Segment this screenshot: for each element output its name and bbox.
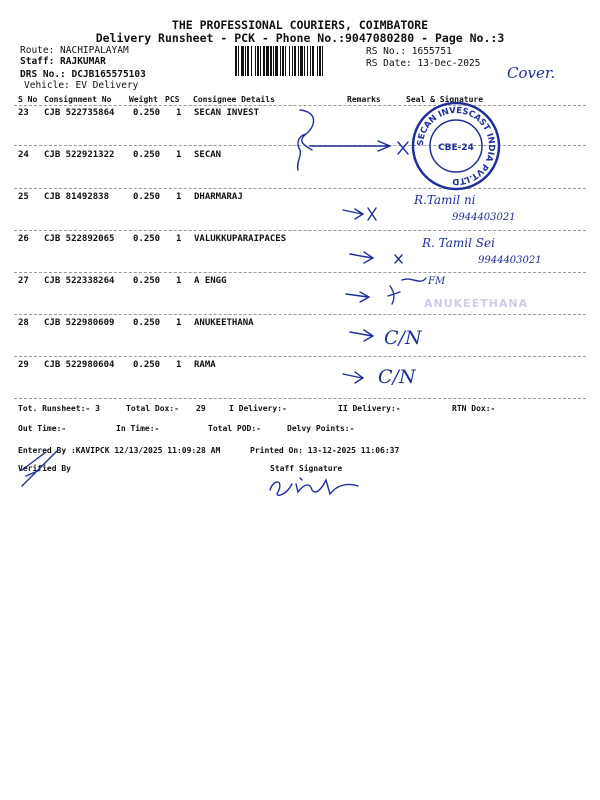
rs-date: RS Date: 13-Dec-2025 — [366, 58, 481, 69]
x-mark — [388, 286, 400, 304]
row-pcs: 1 — [176, 234, 182, 244]
row26-phone: 9944403021 — [478, 255, 542, 266]
row27-note: FM — [428, 276, 446, 287]
barcode — [235, 46, 362, 76]
row-pcs: 1 — [176, 318, 182, 328]
row-weight: 0.250 — [133, 276, 161, 286]
row-weight: 0.250 — [133, 234, 161, 244]
route: Route: NACHIPALAYAM — [20, 45, 129, 56]
col-seal-signature: Seal & Signature — [406, 95, 484, 104]
runsheet-subtitle: Delivery Runsheet - PCK - Phone No.:9047080280 - Page No.:3 — [95, 31, 505, 45]
total-dox-value: 29 — [196, 404, 206, 413]
arrow-icon — [343, 372, 363, 383]
printed-on: Printed On: 13-12-2025 11:06:37 — [250, 446, 400, 455]
x-mark — [398, 142, 408, 154]
row-consignee: RAMA — [194, 360, 216, 370]
row-sno: 27 — [18, 276, 29, 286]
row-consignee: A ENGG — [194, 276, 227, 286]
row-pcs: 1 — [176, 108, 182, 118]
staff-signature-scribble — [270, 478, 358, 495]
row-sno: 28 — [18, 318, 29, 328]
row26-recipient: R. Tamil Sei — [422, 236, 495, 250]
row-sno: 23 — [18, 108, 29, 118]
faded-stamp: ANUKEETHANA — [424, 297, 529, 310]
row-sno: 29 — [18, 360, 29, 370]
row-pcs: 1 — [176, 150, 182, 160]
stamp-center-text: CBE-24 — [438, 143, 474, 153]
col-remarks: Remarks — [347, 95, 381, 104]
total-pod: Total POD:- — [208, 424, 261, 433]
drs-number: DRS No.: DCJB165575103 — [20, 69, 146, 80]
delvy-points: Delvy Points:- — [287, 424, 355, 433]
row-pcs: 1 — [176, 360, 182, 370]
ii-delivery: II Delivery:- — [338, 404, 401, 413]
row-weight: 0.250 — [133, 318, 161, 328]
i-delivery: I Delivery:- — [229, 404, 287, 413]
stamp-ring-text: SECAN INVESCAST INDIA PVT.LTD — [415, 105, 497, 187]
row-consignee: DHARMARAJ — [194, 192, 243, 202]
col-sno: S No — [18, 95, 38, 104]
staff-signature-label: Staff Signature — [270, 464, 343, 473]
row-divider — [14, 230, 586, 231]
company-stamp — [410, 100, 502, 192]
col-consignee: Consignee Details — [193, 95, 275, 104]
row-consignment: CJB 522980609 — [44, 318, 115, 328]
row-sno: 24 — [18, 150, 29, 160]
row-divider — [14, 145, 586, 146]
row-weight: 0.250 — [133, 108, 161, 118]
x-mark — [368, 208, 376, 220]
row-sno: 25 — [18, 192, 29, 202]
row-divider — [14, 272, 586, 273]
scratch-mark — [402, 278, 426, 281]
arrow-icon — [343, 209, 363, 219]
arrow-icon — [350, 330, 373, 341]
col-consignment: Consignment No — [44, 95, 112, 104]
row-sno: 26 — [18, 234, 29, 244]
row-divider — [14, 188, 586, 189]
row-consignment: CJB 81492838 — [44, 192, 110, 202]
row-consignment: CJB 522892065 — [44, 234, 115, 244]
row-consignment: CJB 522980604 — [44, 360, 115, 370]
col-weight: Weight — [129, 95, 158, 104]
brace-mark — [298, 110, 314, 170]
verified-by: Verified By — [18, 464, 71, 473]
row-pcs: 1 — [176, 276, 182, 286]
row25-recipient: R.Tamil ni — [414, 193, 476, 207]
rs-number: RS No.: 1655751 — [366, 46, 452, 57]
row29-note: C/N — [378, 366, 416, 388]
row-divider — [14, 398, 586, 399]
row-consignee: SECAN — [194, 150, 222, 160]
handwritten-cover: Cover. — [507, 64, 556, 82]
row-weight: 0.250 — [133, 192, 161, 202]
row-weight: 0.250 — [133, 150, 161, 160]
header-divider — [14, 105, 586, 106]
row-divider — [14, 356, 586, 357]
row-consignment: CJB 522338264 — [44, 276, 115, 286]
row-consignee: ANUKEETHANA — [194, 318, 254, 328]
tot-runsheet: Tot. Runsheet:- 3 — [18, 404, 100, 413]
staff: Staff: RAJKUMAR — [20, 56, 106, 67]
row-consignee: VALUKKUPARAIPACES — [194, 234, 287, 244]
company-title: THE PROFESSIONAL COURIERS, COIMBATORE — [171, 18, 429, 32]
row-weight: 0.250 — [133, 360, 161, 370]
row-consignment: CJB 522921322 — [44, 150, 115, 160]
x-mark — [395, 255, 402, 263]
vehicle: Vehicle: EV Delivery — [24, 80, 139, 91]
row-pcs: 1 — [176, 192, 182, 202]
arrow-icon — [350, 252, 373, 263]
row25-phone: 9944403021 — [452, 212, 516, 223]
arrow-icon — [346, 292, 369, 302]
row-divider — [14, 314, 586, 315]
col-pcs: PCS — [165, 95, 180, 104]
out-time: Out Time:- — [18, 424, 67, 433]
row28-note: C/N — [384, 327, 422, 349]
row-consignment: CJB 522735864 — [44, 108, 115, 118]
in-time: In Time:- — [116, 424, 160, 433]
rtn-dox: RTN Dox:- — [452, 404, 496, 413]
arrow-icon — [310, 141, 390, 151]
entered-by: Entered By :KAVIPCK 12/13/2025 11:09:28 AM — [18, 446, 221, 455]
row-consignee: SECAN INVEST — [194, 108, 260, 118]
total-dox-label: Total Dox:- — [126, 404, 179, 413]
